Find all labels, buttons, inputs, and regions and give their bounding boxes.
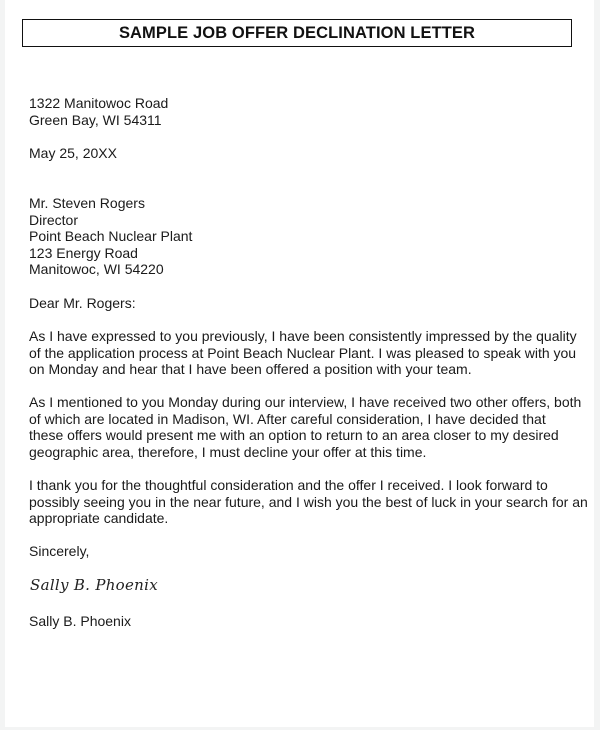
recipient-title: Director	[29, 211, 79, 228]
recipient-city: Manitowoc, WI 54220	[29, 261, 164, 278]
document-title: SAMPLE JOB OFFER DECLINATION LETTER	[22, 19, 572, 47]
sender-city: Green Bay, WI 54311	[29, 111, 162, 128]
paragraph-line: possibly seeing you in the near future, and I wish you the best of luck in your search for an	[29, 493, 588, 510]
paragraph-3	[29, 477, 588, 527]
printed-name	[29, 613, 131, 630]
paragraph-line: of the application process at Point Beach Nuclear Plant. I was pleased to speak with you	[29, 344, 577, 361]
closing	[29, 543, 89, 560]
letter-date	[29, 145, 117, 162]
paragraph-line: geographic area, therefore, I must decline your offer at this time.	[29, 443, 427, 460]
paragraph-2	[29, 394, 582, 460]
paragraph-line: on Monday and hear that I have been offered a position with your team.	[29, 361, 472, 378]
recipient-address	[29, 195, 192, 278]
sender-address	[29, 95, 168, 128]
date-text: May 25, 20XX	[29, 145, 117, 161]
paragraph-line: of which are located in Madison, WI. After careful consideration, I have decided that	[29, 410, 546, 427]
paragraph-line: As I have expressed to you previously, I have been consistently impressed by the quality	[29, 328, 577, 344]
salutation	[29, 295, 136, 312]
paragraph-line: these offers would present me with an option to return to an area closer to my desired	[29, 427, 559, 444]
sender-street: 1322 Manitowoc Road	[29, 95, 169, 111]
handwritten-signature: Sally B. Phoenix	[30, 576, 158, 594]
recipient-street: 123 Energy Road	[29, 244, 138, 261]
paragraph-line: appropriate candidate.	[29, 510, 169, 527]
paragraph-line: I thank you for the thoughtful consideration and the offer I received. I look forward to	[29, 477, 548, 493]
salutation-text: Dear Mr. Rogers:	[29, 295, 136, 311]
printed-name-text: Sally B. Phoenix	[29, 613, 131, 629]
recipient-company: Point Beach Nuclear Plant	[29, 228, 193, 245]
paragraph-line: As I mentioned to you Monday during our interview, I have received two other offers, both	[29, 394, 582, 410]
paragraph-1	[29, 328, 577, 378]
closing-text: Sincerely,	[29, 543, 90, 559]
recipient-name: Mr. Steven Rogers	[29, 195, 145, 211]
